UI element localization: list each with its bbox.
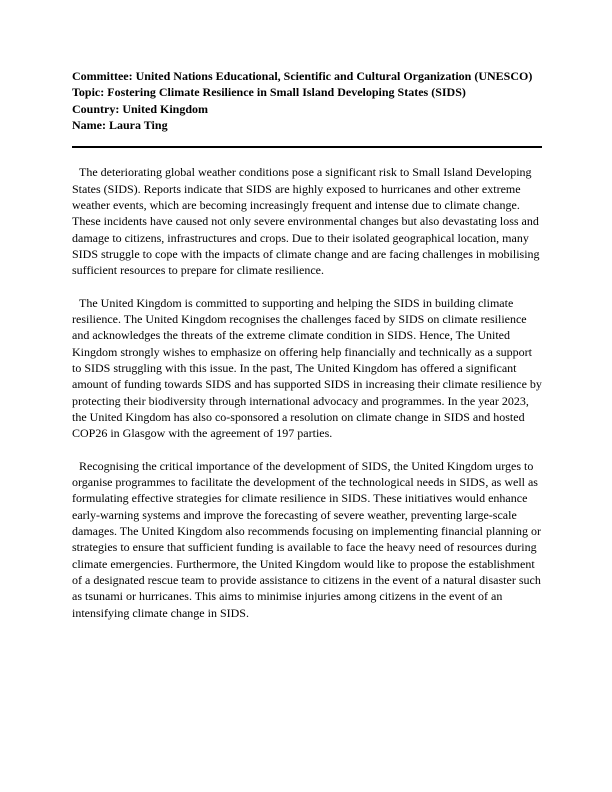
header-line-name: Name: Laura Ting (72, 117, 168, 132)
header-line-country: Country: United Kingdom (72, 101, 209, 116)
paragraph-introduction: The deteriorating global weather conditions pose a significant risk to Small Island Developing States (SIDS). Reports indicate that SIDS are highly exposed to hurricanes and other extreme weather events, which are becoming increasingly frequent and intense due to climate change. These incidents have caused not only severe environmental changes but also devastating loss and damage to citizens, infrastructures and crops. Due to their isolated geographical location, many SIDS struggle to cope with the impacts of climate change and are facing challenges in mobilising sufficient resources to prepare for climate resilience. (72, 165, 540, 278)
document-content (72, 68, 542, 621)
paragraph-proposed-solutions: Recognising the critical importance of the development of SIDS, the United Kingdom urges to organise programmes to facilitate the development of the technological needs in SIDS, as well as formulating effective strategies for climate resilience in SIDS. These initiatives would enhance early-warning systems and improve the forecasting of severe weather, preventing large-scale damages. The United Kingdom also recommends focusing on implementing financial planning or strategies to ensure that sufficient funding is available to face the heavy need of resources during climate emergencies. Furthermore, the United Kingdom would like to propose the establishment of a designated rescue team to provide assistance to citizens in the event of a natural disaster such as tsunami or hurricanes. This aims to minimise injuries among citizens in the event of an intensifying climate change in SIDS. (72, 458, 542, 620)
header-line-topic: Topic: Fostering Climate Resilience in Small Island Developing States (SIDS) (72, 85, 466, 100)
header-line-committee: Committee: United Nations Educational, Scientific and Cultural Organization (UNESCO) (72, 69, 533, 83)
position-paper-header (72, 68, 542, 133)
header-divider-rule (72, 146, 542, 148)
paragraph-country-position: The United Kingdom is committed to supporting and helping the SIDS in building climate resilience. The United Kingdom recognises the challenges faced by SIDS on climate resilience and acknowledges the threats of the extreme climate condition in SIDS. Hence, The United Kingdom strongly wishes to emphasize on offering help financially and technically as a support to SIDS struggling with this issue. In the past, The United Kingdom has offered a significant amount of funding towards SIDS and has supported SIDS in increasing their climate resilience by protecting their biodiversity through international advocacy and programmes. In the year 2023, the United Kingdom has also co-sponsored a resolution on climate change in SIDS and hosted COP26 in Glasgow with the agreement of 197 parties. (72, 295, 542, 441)
